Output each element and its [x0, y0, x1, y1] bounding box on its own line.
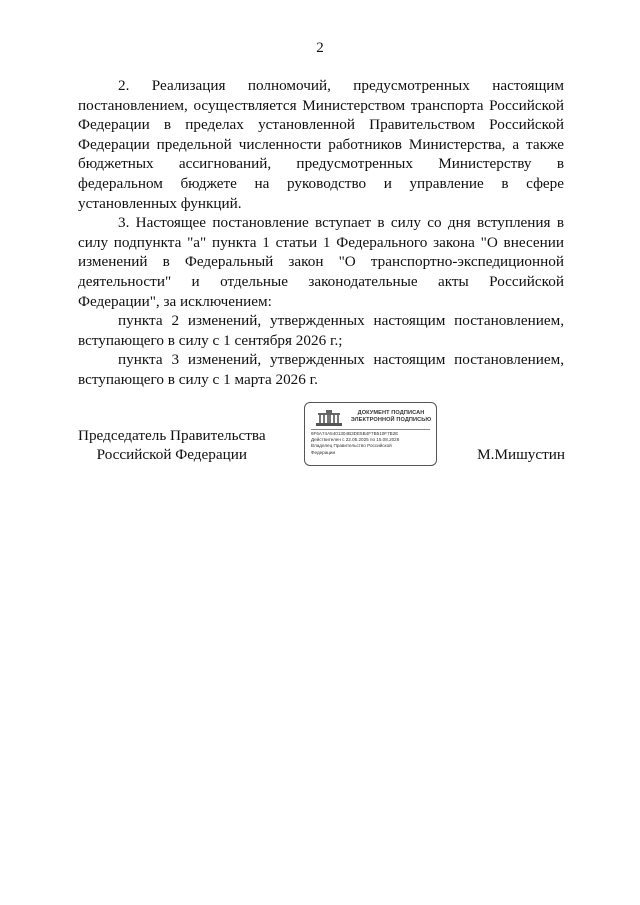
document-body: [78, 76, 564, 390]
electronic-signature-stamp: [304, 402, 437, 466]
government-building-icon: [315, 409, 343, 427]
signatory-title-line2: Российской Федерации: [96, 446, 247, 463]
paragraph-3: 3. Настоящее постановление вступает в силу со дня вступления в силу подпункта "а" пункта 1 статьи 1 Федерального закона "О внесении изменений в Федеральный закон "О транспортно-экспедиционной деятельности" и отдельные законодательные акты Российской Федерации", за исключением:: [78, 214, 564, 310]
page-number: 2: [316, 40, 324, 56]
stamp-title: [349, 410, 433, 424]
stamp-divider: [311, 429, 430, 430]
paragraph-2: 2. Реализация полномочий, предусмотренных настоящим постановлением, осуществляется Министерством транспорта Российской Федерации в пределах установленной Правительством Российской Федерации предельной численности работников Министерства, а также бюджетных ассигнований, предусмотренных Министерству в федеральном бюджете на руководство и управление в сфере установленных функций.: [78, 77, 564, 212]
signatory-title: [78, 426, 266, 464]
exception-item-1: пункта 2 изменений, утвержденных настоящим постановлением, вступающего в силу с 1 сентября 2026 г.;: [78, 312, 564, 349]
signer-name: М.Мишустин: [477, 446, 565, 463]
signatory-title-line1: Председатель Правительства: [78, 427, 266, 444]
stamp-title-line1: ДОКУМЕНТ ПОДПИСАН: [357, 410, 425, 416]
stamp-owner-line2: Федерации: [311, 449, 336, 455]
stamp-owner-line1: Владелец Правительство Российской: [311, 443, 392, 449]
stamp-certificate: 6F6A74A5401304B3DE5B4F7B510F7B2E: [311, 431, 399, 436]
stamp-details: [311, 431, 433, 456]
stamp-title-line2: ЭЛЕКТРОННОЙ ПОДПИСЬЮ: [350, 417, 432, 423]
exception-item-2: пункта 3 изменений, утвержденных настоящим постановлением, вступающего в силу с 1 марта 2026 г.: [78, 351, 564, 388]
stamp-validity: Действителен с 22.05.2025 по 15.08.2026: [311, 437, 400, 443]
